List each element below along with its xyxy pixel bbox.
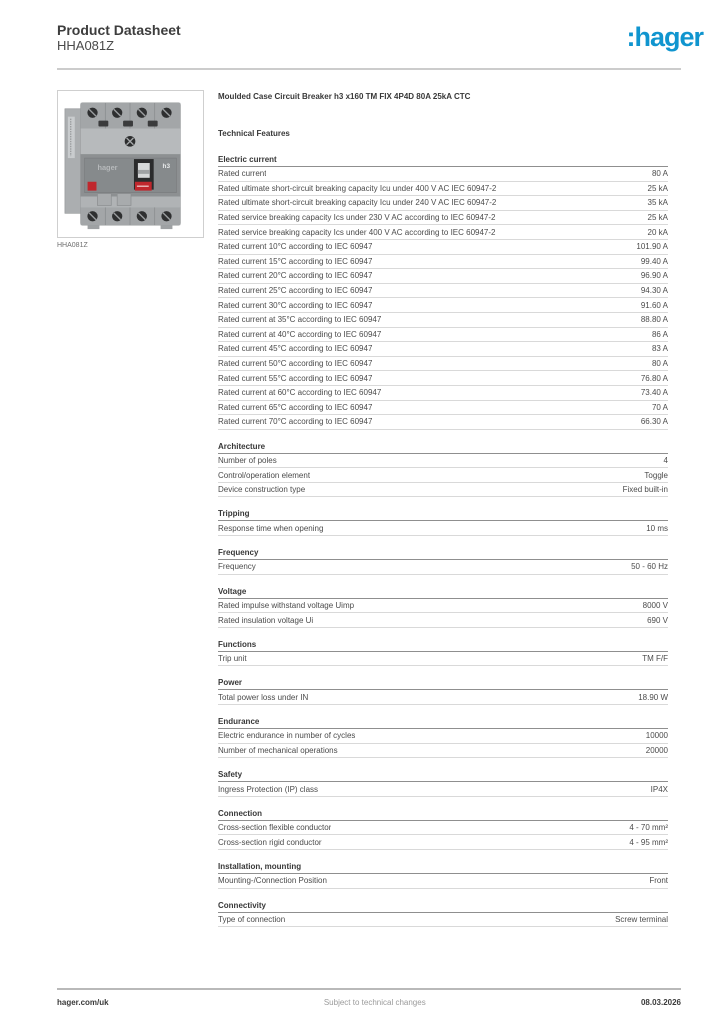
- spec-label: Rated current 55°C according to IEC 60947: [218, 373, 373, 383]
- footer-date: 08.03.2026: [640, 998, 681, 1007]
- product-image: [57, 90, 204, 238]
- spec-section-title: Safety: [218, 770, 668, 782]
- spec-section-title: Connectivity: [218, 901, 668, 913]
- spec-section: [218, 901, 668, 928]
- spec-row: [218, 468, 668, 483]
- spec-row: [218, 613, 668, 628]
- spec-value: 73.40 A: [640, 388, 668, 398]
- product-title: Moulded Case Circuit Breaker h3 x160 TM FIX 4P4D 80A 25kA CTC: [218, 92, 471, 101]
- spec-value: 101.90 A: [636, 242, 668, 252]
- svg-text:hager: hager: [97, 162, 118, 172]
- spec-value: 50 - 60 Hz: [631, 562, 668, 572]
- spec-section-title: Connection: [218, 809, 668, 821]
- spec-label: Number of poles: [218, 455, 277, 465]
- spec-value: 20000: [645, 745, 668, 755]
- spec-row: [218, 913, 668, 928]
- spec-value: 83 A: [651, 344, 668, 354]
- spec-label: Device construction type: [218, 485, 306, 495]
- spec-section-title: Architecture: [218, 442, 668, 454]
- spec-value: 88.80 A: [640, 315, 668, 325]
- spec-section-title: Voltage: [218, 587, 668, 599]
- spec-label: Rated ultimate short-circuit breaking capacity Icu under 240 V AC IEC 60947-2: [218, 198, 497, 208]
- technical-features-heading: Technical Features: [218, 129, 290, 138]
- spec-label: Rated current 45°C according to IEC 60947: [218, 344, 373, 354]
- spec-value: 690 V: [647, 615, 668, 625]
- spec-value: 25 kA: [647, 183, 668, 193]
- spec-value: 10000: [645, 731, 668, 741]
- spec-value: 91.60 A: [640, 300, 668, 310]
- spec-value: Screw terminal: [615, 914, 668, 924]
- spec-section: [218, 640, 668, 667]
- spec-value: 4 - 95 mm²: [629, 837, 668, 847]
- spec-value: Front: [649, 876, 668, 886]
- spec-value: 80 A: [651, 359, 668, 369]
- spec-section: [218, 770, 668, 797]
- spec-label: Ingress Protection (IP) class: [218, 784, 319, 794]
- spec-label: Electric endurance in number of cycles: [218, 731, 356, 741]
- spec-value: TM F/F: [642, 654, 668, 664]
- spec-label: Rated current: [218, 169, 267, 179]
- spec-label: Response time when opening: [218, 523, 324, 533]
- spec-section-title: Installation, mounting: [218, 862, 668, 874]
- footer-website: hager.com/uk: [57, 998, 109, 1007]
- spec-section: [218, 509, 668, 536]
- spec-row: [218, 821, 668, 836]
- spec-value: 8000 V: [642, 600, 668, 610]
- header: [57, 22, 181, 54]
- spec-row: [218, 744, 668, 759]
- spec-value: 35 kA: [647, 198, 668, 208]
- spec-value: 20 kA: [647, 227, 668, 237]
- technical-sections: [218, 155, 668, 927]
- spec-row: [218, 782, 668, 797]
- spec-section: [218, 155, 668, 430]
- circuit-breaker-illustration: [58, 91, 203, 237]
- spec-label: Rated current at 35°C according to IEC 60947: [218, 315, 382, 325]
- spec-row: [218, 167, 668, 182]
- spec-row: [218, 357, 668, 372]
- page-title: Product Datasheet: [57, 22, 181, 38]
- spec-label: Rated impulse withstand voltage Uimp: [218, 600, 355, 610]
- spec-section-title: Power: [218, 678, 668, 690]
- spec-value: 4: [663, 455, 668, 465]
- spec-label: Rated current 15°C according to IEC 60947: [218, 256, 373, 266]
- spec-value: 94.30 A: [640, 286, 668, 296]
- spec-section: [218, 862, 668, 889]
- spec-row: [218, 652, 668, 667]
- product-reference: HHA081Z: [57, 38, 115, 53]
- spec-row: [218, 196, 668, 211]
- svg-text:h3: h3: [162, 162, 171, 170]
- spec-row: [218, 342, 668, 357]
- spec-section: [218, 809, 668, 850]
- spec-row: [218, 483, 668, 498]
- spec-label: Rated current at 40°C according to IEC 60947: [218, 329, 382, 339]
- header-divider: [57, 68, 681, 70]
- spec-row: [218, 313, 668, 328]
- spec-section: [218, 587, 668, 628]
- spec-label: Rated current 70°C according to IEC 60947: [218, 417, 373, 427]
- spec-section-title: Electric current: [218, 155, 668, 167]
- spec-label: Cross-section rigid conductor: [218, 837, 322, 847]
- spec-section-title: Endurance: [218, 717, 668, 729]
- spec-label: Mounting-/Connection Position: [218, 876, 327, 886]
- spec-row: [218, 371, 668, 386]
- spec-row: [218, 269, 668, 284]
- spec-label: Rated current 30°C according to IEC 60947: [218, 300, 373, 310]
- spec-row: [218, 560, 668, 575]
- spec-row: [218, 225, 668, 240]
- spec-row: [218, 240, 668, 255]
- spec-label: Rated service breaking capacity Ics under 400 V AC according to IEC 60947-2: [218, 227, 496, 237]
- spec-section-title: Functions: [218, 640, 668, 652]
- spec-value: Fixed built-in: [622, 485, 668, 495]
- spec-row: [218, 415, 668, 430]
- spec-label: Frequency: [218, 562, 256, 572]
- spec-value: Toggle: [644, 470, 668, 480]
- spec-value: 4 - 70 mm²: [629, 823, 668, 833]
- spec-value: 99.40 A: [640, 256, 668, 266]
- spec-label: Rated current 65°C according to IEC 60947: [218, 402, 373, 412]
- spec-value: 10 ms: [646, 523, 668, 533]
- spec-label: Trip unit: [218, 654, 247, 664]
- spec-label: Rated current 10°C according to IEC 60947: [218, 242, 373, 252]
- spec-section-title: Frequency: [218, 548, 668, 560]
- hager-logo: :hager: [626, 22, 703, 52]
- main-content: [218, 92, 668, 927]
- spec-value: 86 A: [651, 329, 668, 339]
- spec-value: 66.30 A: [640, 417, 668, 427]
- spec-row: [218, 521, 668, 536]
- spec-value: 76.80 A: [640, 373, 668, 383]
- footer: [57, 988, 681, 1007]
- spec-label: Control/operation element: [218, 470, 311, 480]
- spec-value: 80 A: [651, 169, 668, 179]
- spec-value: IP4X: [650, 784, 668, 794]
- spec-section-title: Tripping: [218, 509, 668, 521]
- spec-label: Rated service breaking capacity Ics under 230 V AC according to IEC 60947-2: [218, 213, 496, 223]
- spec-label: Number of mechanical operations: [218, 745, 338, 755]
- spec-row: [218, 401, 668, 416]
- spec-row: [218, 211, 668, 226]
- spec-label: Rated current 50°C according to IEC 60947: [218, 359, 373, 369]
- spec-row: [218, 182, 668, 197]
- spec-section: [218, 678, 668, 705]
- product-image-caption: HHA081Z: [57, 242, 88, 249]
- spec-row: [218, 599, 668, 614]
- spec-section: [218, 442, 668, 498]
- spec-row: [218, 386, 668, 401]
- spec-label: Rated insulation voltage Ui: [218, 615, 314, 625]
- spec-row: [218, 690, 668, 705]
- spec-row: [218, 835, 668, 850]
- spec-label: Type of connection: [218, 914, 286, 924]
- spec-label: Total power loss under IN: [218, 692, 309, 702]
- spec-section: [218, 717, 668, 758]
- spec-row: [218, 874, 668, 889]
- spec-label: Cross-section flexible conductor: [218, 823, 332, 833]
- spec-row: [218, 298, 668, 313]
- spec-value: 18.90 W: [638, 692, 668, 702]
- spec-row: [218, 729, 668, 744]
- spec-row: [218, 328, 668, 343]
- spec-label: Rated ultimate short-circuit breaking capacity Icu under 400 V AC IEC 60947-2: [218, 183, 497, 193]
- spec-row: [218, 255, 668, 270]
- spec-value: 70 A: [651, 402, 668, 412]
- spec-value: 96.90 A: [640, 271, 668, 281]
- spec-section: [218, 548, 668, 575]
- spec-value: 25 kA: [647, 213, 668, 223]
- spec-label: Rated current at 60°C according to IEC 60947: [218, 388, 382, 398]
- spec-label: Rated current 25°C according to IEC 60947: [218, 286, 373, 296]
- spec-row: [218, 284, 668, 299]
- footer-disclaimer: Subject to technical changes: [323, 998, 426, 1007]
- spec-row: [218, 454, 668, 469]
- spec-label: Rated current 20°C according to IEC 60947: [218, 271, 373, 281]
